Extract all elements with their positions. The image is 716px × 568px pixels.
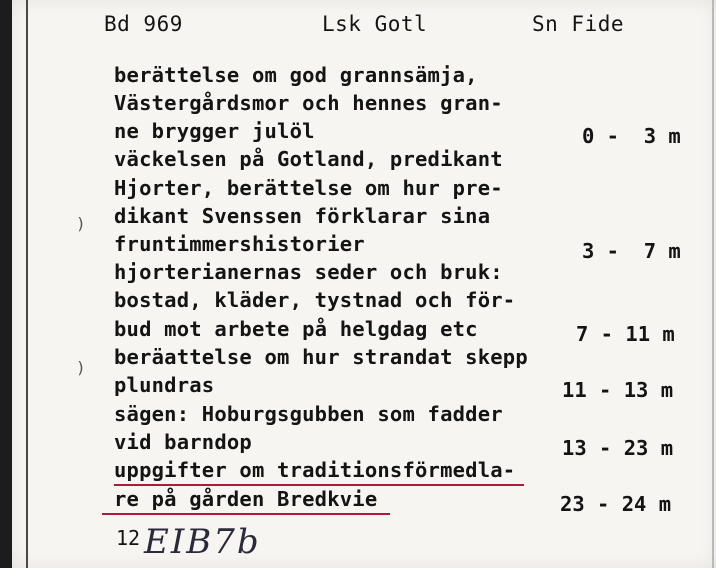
header-bd: Bd 969 xyxy=(104,12,183,36)
text-line: hjorterianernas seder och bruk: xyxy=(114,260,503,284)
text-line: ne brygger julöl xyxy=(114,119,315,143)
text-line: re på gården Bredkvie xyxy=(114,487,378,511)
text-line: Västergårdsmor och hennes gran- xyxy=(114,91,503,115)
text-line: dikant Svenssen förklarar sina xyxy=(114,204,491,228)
text-line: fruntimmershistorier xyxy=(114,232,365,256)
red-underline xyxy=(102,513,390,515)
card-edge xyxy=(712,0,714,568)
footer-number: 12 xyxy=(116,526,141,550)
archive-card xyxy=(12,0,716,568)
text-line: Hjorter, berättelse om hur pre- xyxy=(114,176,503,200)
header-lsk: Lsk Gotl xyxy=(322,12,428,36)
text-line: vid barndop xyxy=(114,430,252,454)
text-line: berättelse om god grannsämja, xyxy=(114,63,478,87)
text-line: uppgifter om traditionsförmedla- xyxy=(114,458,516,482)
text-line: väckelsen på Gotland, predikant xyxy=(114,147,503,171)
text-line: beräattelse om hur strandat skepp xyxy=(114,345,528,369)
header-sn: Sn Fide xyxy=(532,12,625,36)
paren-mark: ) xyxy=(76,358,86,377)
text-line: bostad, kläder, tystnad och för- xyxy=(114,288,516,312)
time-range: 0 - 3 m xyxy=(582,124,681,148)
handwritten-signature: EIB7b xyxy=(144,522,261,562)
text-line: plundras xyxy=(114,373,215,397)
margin-line xyxy=(26,0,28,568)
text-line: bud mot arbete på helgdag etc xyxy=(114,317,478,341)
paren-mark: ) xyxy=(76,214,86,233)
time-range: 13 - 23 m xyxy=(562,436,674,460)
time-range: 3 - 7 m xyxy=(582,239,681,263)
time-range: 7 - 11 m xyxy=(576,322,675,346)
time-range: 11 - 13 m xyxy=(562,378,674,402)
time-range: 23 - 24 m xyxy=(560,492,672,516)
text-line: sägen: Hoburgsgubben som fadder xyxy=(114,402,503,426)
red-underline xyxy=(114,484,524,486)
